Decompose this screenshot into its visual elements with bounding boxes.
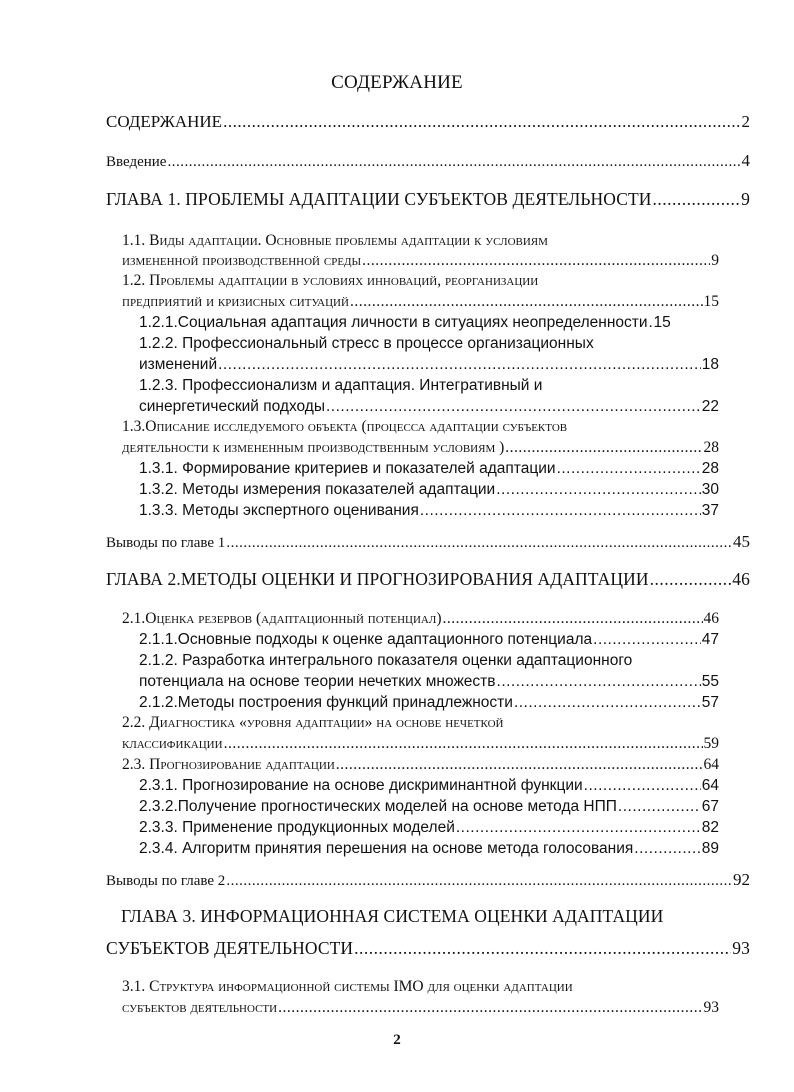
toc-entry-1-2-3-line1[interactable]: 1.2.3. Профессионализм и адаптация. Интегративный и — [139, 377, 543, 394]
leader-dots — [420, 502, 701, 520]
toc-entry-text: изменений — [139, 356, 218, 373]
leader-dots — [584, 777, 701, 795]
toc-entry-text: 2.3.2.Получение прогностических моделей на основе метода НПП — [139, 798, 617, 815]
toc-entry-text: 2.3. Прогнозирование адаптации — [122, 756, 335, 773]
leader-dots — [226, 873, 732, 890]
toc-page-number: 2 — [741, 112, 750, 131]
toc-entry-text: Выводы по главе 2 — [106, 873, 226, 889]
toc-entry-2-1-2a-line1[interactable]: 2.1.2. Разработка интегрального показателя оценки адаптационного — [139, 652, 633, 669]
toc-page-number: 15 — [653, 314, 671, 331]
toc-page-number: 18 — [701, 356, 719, 373]
leader-dots — [593, 631, 701, 649]
toc-entry-1-3-1[interactable] — [139, 460, 719, 478]
leader-dots — [634, 840, 700, 858]
toc-entry-conclusions-2[interactable] — [106, 870, 750, 890]
toc-entry-1-2-2-line1[interactable]: 1.2.2. Профессиональный стресс в процессе организационных — [139, 335, 594, 352]
toc-entry-1-2[interactable] — [122, 293, 719, 311]
toc-page-number: 9 — [711, 252, 719, 269]
toc-chapter-1[interactable] — [106, 189, 750, 210]
toc-page-number: 82 — [701, 819, 719, 836]
toc-entry-text: СУБЪЕКТОВ ДЕЯТЕЛЬНОСТИ — [106, 938, 354, 958]
leader-dots — [350, 293, 703, 311]
toc-page-number: 22 — [701, 398, 719, 415]
toc-entry-text: 2.1.1.Основные подходы к оценке адаптационного потенциала — [139, 631, 593, 648]
toc-entry-2-3-2[interactable] — [139, 798, 719, 816]
toc-entry-1-3-2[interactable] — [139, 481, 719, 499]
toc-entry-text: ГЛАВА 1. ПРОБЛЕМЫ АДАПТАЦИИ СУБЪЕКТОВ ДЕЯТЕЛЬНОСТИ — [106, 189, 652, 209]
leader-dots — [618, 798, 701, 816]
toc-entry-text: Введение — [106, 154, 167, 170]
toc-entry-3-1-line1[interactable]: 3.1. Структура информационной системы IMO для оценки адаптации — [122, 978, 573, 995]
leader-dots — [496, 481, 701, 499]
leader-dots — [223, 112, 740, 132]
toc-page-number: 55 — [701, 673, 719, 690]
toc-entry-text: 2.3.4. Алгоритм принятия перешения на основе метода голосования — [139, 840, 634, 857]
toc-entry-text: классификации — [122, 735, 223, 752]
toc-page-number: 45 — [733, 532, 750, 551]
toc-page-number: 67 — [701, 798, 719, 815]
toc-entry-2-3[interactable] — [122, 756, 719, 774]
toc-page-number: 64 — [701, 777, 719, 794]
leader-dots — [456, 819, 701, 837]
toc-page-number: 30 — [701, 481, 719, 498]
toc-entry-2-3-1[interactable] — [139, 777, 719, 795]
toc-entry-2-1-1[interactable] — [139, 631, 719, 649]
toc-entry-text: 1.2.1.Социальная адаптация личности в ситуациях неопределенности — [139, 314, 648, 331]
leader-dots — [649, 314, 653, 332]
leader-dots — [326, 398, 701, 416]
toc-entry-text: синергетический подходы — [139, 398, 325, 415]
page-title: СОДЕРЖАНИЕ — [331, 72, 463, 93]
leader-dots — [505, 439, 702, 457]
leader-dots — [278, 999, 702, 1017]
leader-dots — [224, 735, 703, 753]
toc-page-number: 64 — [703, 756, 719, 773]
toc-page-number: 93 — [732, 938, 750, 958]
toc-entry-1-3[interactable] — [122, 439, 719, 457]
toc-entry-1-3-line1[interactable]: 1.3.Описание исследуемого объекта (процесса адаптации субъектов — [122, 418, 568, 435]
toc-entry-text: измененной производственной среды — [122, 252, 362, 269]
toc-entry-intro[interactable] — [106, 151, 750, 171]
toc-page-number: 47 — [701, 631, 719, 648]
toc-entry-text: предприятий и кризисных ситуаций — [122, 293, 349, 310]
toc-entry-1-2-2[interactable] — [139, 356, 719, 374]
leader-dots — [218, 356, 701, 374]
toc-entry-text: 2.1.Оценка резервов (адаптационный потенциал) — [122, 610, 442, 627]
leader-dots — [442, 610, 702, 628]
leader-dots — [557, 460, 701, 478]
toc-page-number: 28 — [701, 460, 719, 477]
toc-page-number: 4 — [741, 151, 750, 170]
toc-page-number: 46 — [732, 569, 750, 589]
toc-page-number: 15 — [703, 293, 719, 310]
toc-entry-text: 1.3.3. Методы экспертного оценивания — [139, 502, 419, 519]
toc-entry-1-2-line1[interactable]: 1.2. Проблемы адаптации в условиях инноваций, реорганизации — [122, 272, 539, 289]
leader-dots — [336, 756, 703, 774]
toc-entry-1-2-3[interactable] — [139, 398, 719, 416]
toc-page-number: 92 — [733, 870, 750, 889]
leader-dots — [362, 252, 710, 270]
toc-entry-2-2[interactable] — [122, 735, 719, 753]
toc-entry-contents[interactable] — [106, 112, 750, 132]
toc-chapter-3[interactable] — [106, 938, 750, 959]
leader-dots — [653, 189, 741, 210]
leader-dots — [650, 569, 732, 590]
toc-page-number: 46 — [703, 610, 719, 627]
toc-entry-text: 2.3.1. Прогнозирование на основе дискриминантной функции — [139, 777, 583, 794]
toc-page-number: 57 — [701, 694, 719, 711]
toc-entry-2-3-4[interactable] — [139, 840, 719, 858]
toc-entry-conclusions-1[interactable] — [106, 532, 750, 552]
leader-dots — [167, 154, 740, 171]
leader-dots — [497, 673, 701, 691]
toc-entry-2-1-2a[interactable] — [139, 673, 719, 691]
toc-chapter-2[interactable] — [106, 569, 750, 590]
toc-page-number: 37 — [701, 502, 719, 519]
leader-dots — [226, 535, 732, 552]
toc-entry-2-3-3[interactable] — [139, 819, 719, 837]
leader-dots — [514, 694, 701, 712]
toc-entry-1-2-1[interactable] — [139, 314, 719, 332]
toc-entry-1-1-line1[interactable]: 1.1. Виды адаптации. Основные проблемы адаптации к условиям — [122, 232, 548, 249]
toc-entry-text: 1.3.2. Методы измерения показателей адаптации — [139, 481, 496, 498]
toc-entry-text: 2.1.2.Методы построения функций принадлежности — [139, 694, 513, 711]
page-number: 2 — [393, 1032, 401, 1048]
toc-entry-1-1[interactable] — [122, 252, 719, 270]
toc-entry-text: 1.3.1. Формирование критериев и показателей адаптации — [139, 460, 556, 477]
toc-entry-text: 2.3.3. Применение продукционных моделей — [139, 819, 455, 836]
toc-entry-1-3-3[interactable] — [139, 502, 719, 520]
toc-page-number: 93 — [703, 999, 719, 1016]
toc-entry-2-1-2b[interactable] — [139, 694, 719, 712]
toc-entry-text: потенциала на основе теории нечетких множеств — [139, 673, 496, 690]
toc-entry-text: субъектов деятельности — [122, 999, 278, 1016]
toc-page-number: 9 — [741, 189, 750, 209]
toc-entry-2-1[interactable] — [122, 610, 719, 628]
toc-page-number: 28 — [703, 439, 719, 456]
toc-entry-text: деятельности к измененным производственным условиям ) — [122, 439, 505, 456]
toc-page-number: 59 — [703, 735, 719, 752]
toc-entry-3-1[interactable] — [122, 999, 719, 1017]
toc-page-number: 89 — [701, 840, 719, 857]
toc-entry-text: ГЛАВА 2.МЕТОДЫ ОЦЕНКИ И ПРОГНОЗИРОВАНИЯ АДАПТАЦИИ — [106, 569, 649, 589]
toc-entry-2-2-line1[interactable]: 2.2. Диагностика «уровня адаптации» на основе нечеткой — [122, 714, 504, 731]
leader-dots — [354, 938, 731, 959]
toc-entry-text: СОДЕРЖАНИЕ — [106, 112, 223, 131]
toc-chapter-3-line1[interactable]: ГЛАВА 3. ИНФОРМАЦИОННАЯ СИСТЕМА ОЦЕНКИ АДАПТАЦИИ — [121, 906, 664, 926]
toc-entry-text: Выводы по главе 1 — [106, 535, 226, 551]
